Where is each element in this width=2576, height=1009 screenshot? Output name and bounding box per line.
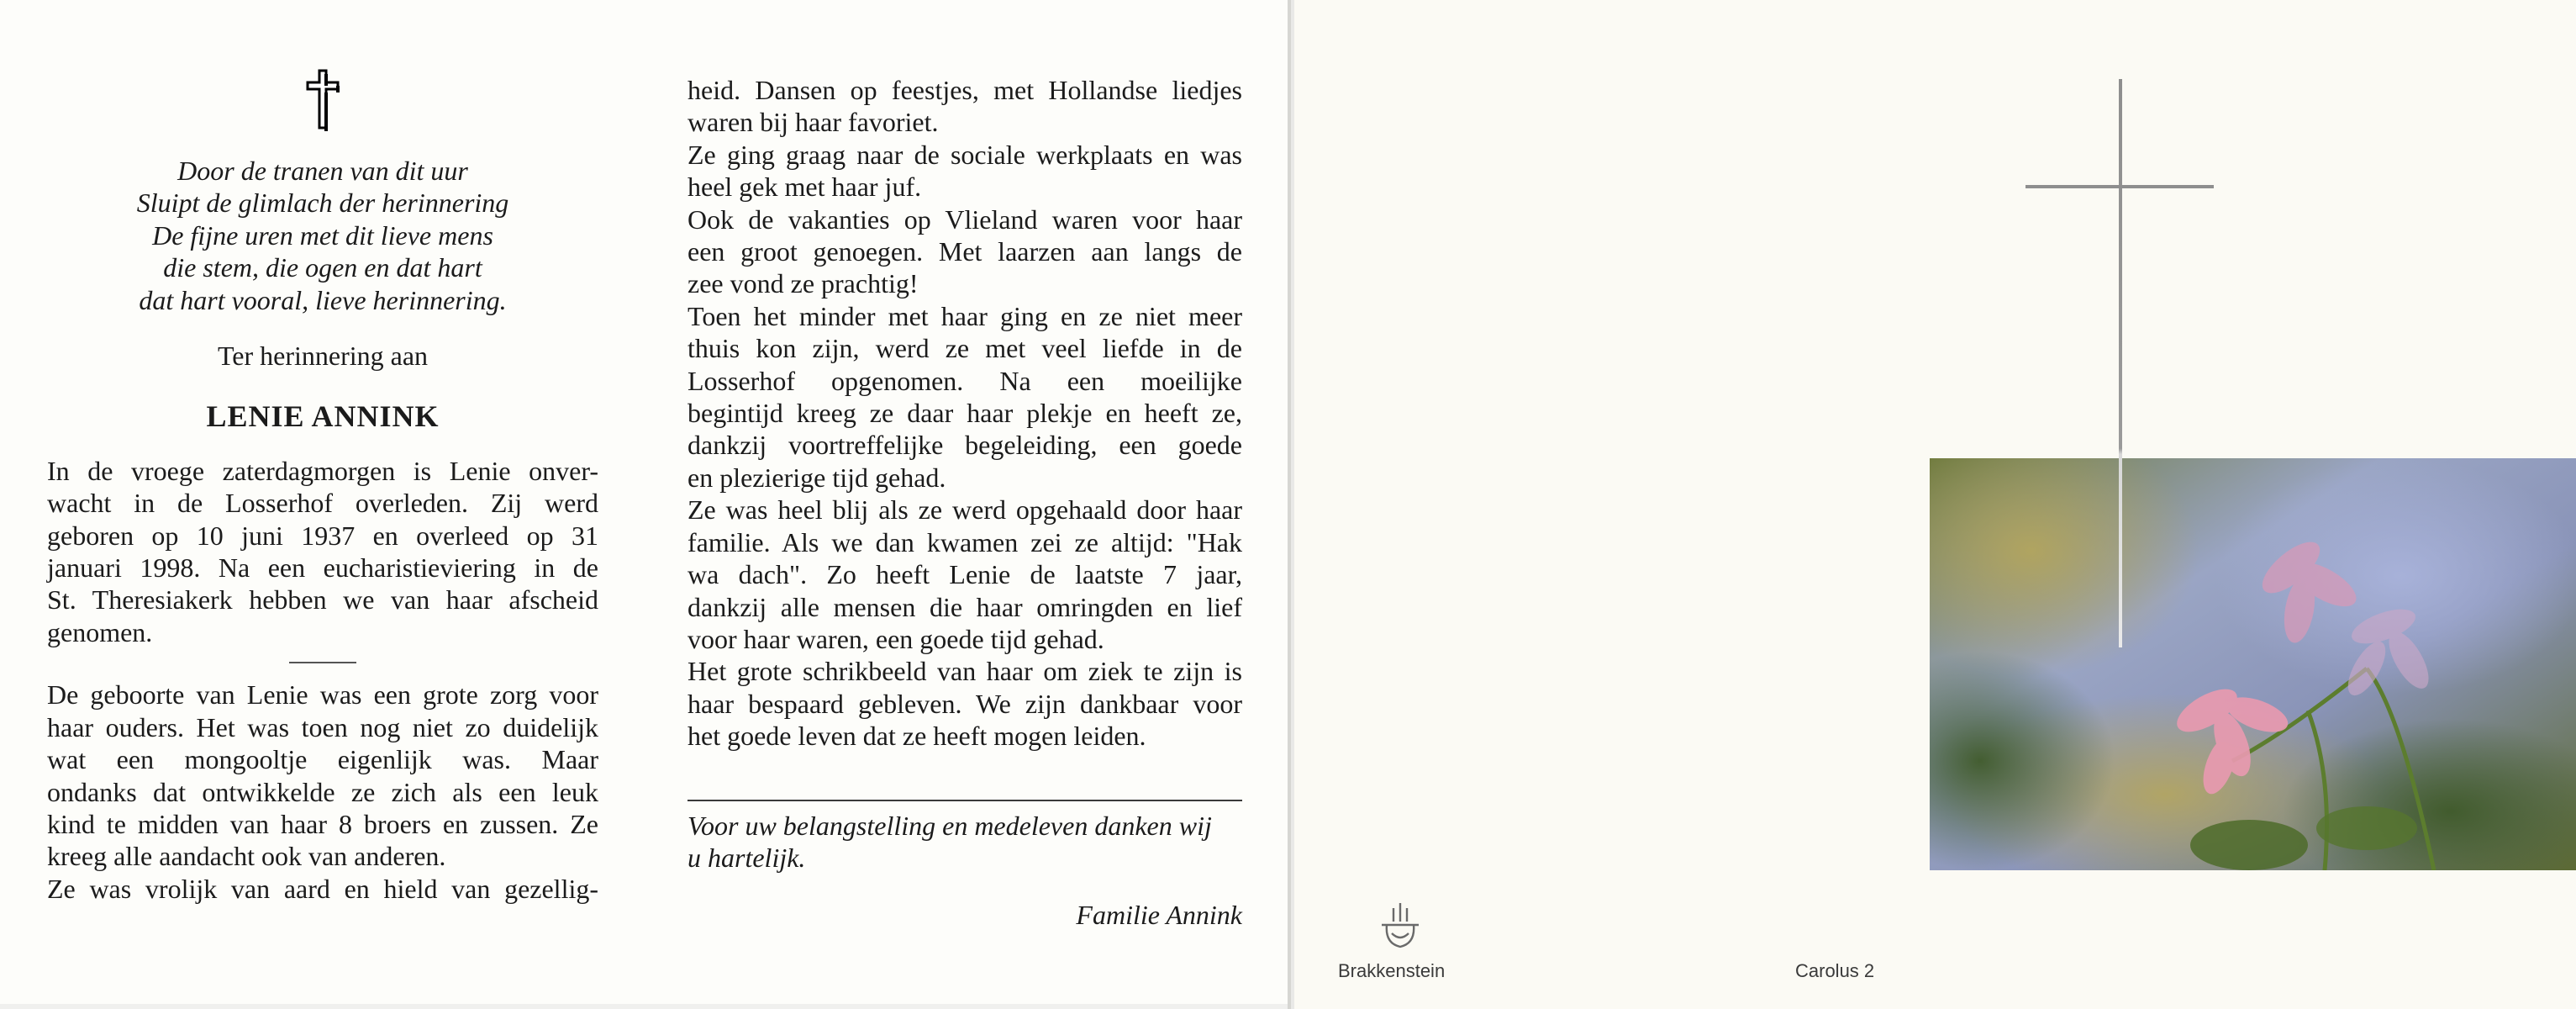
text-line: geboren op 10 juni 1937 en overleed op 31 bbox=[47, 520, 598, 551]
text-line: Ze was heel blij als ze werd opgehaald door haar bbox=[687, 494, 1242, 526]
cover-cross-vertical bbox=[2119, 79, 2122, 647]
memorial-poem bbox=[47, 155, 598, 316]
poem-line: De fijne uren met dit lieve mens bbox=[152, 219, 493, 251]
text-line: ondanks dat ontwikkelde ze zich als een leuk bbox=[47, 776, 598, 807]
text-line: familie. Als we dan kwamen zei ze altijd: "Hak bbox=[687, 526, 1242, 557]
text-line: heid. Dansen op feestjes, met Hollandse liedjes bbox=[687, 75, 1242, 105]
text-line: Losserhof opgenomen. Na een moeilijke bbox=[687, 365, 1242, 396]
text-line: kreeg alle aandacht ook van anderen. bbox=[47, 841, 446, 872]
poem-line: die stem, die ogen en dat hart bbox=[163, 252, 482, 283]
text-line: het goede leven dat ze heeft mogen leiden. bbox=[687, 721, 1146, 752]
text-line: een groot genoegen. Met laarzen aan langs de bbox=[687, 236, 1242, 267]
text-line: heel gek met haar juf. bbox=[687, 172, 922, 203]
text-line: Toen het minder met haar ging en ze niet meer bbox=[687, 300, 1242, 331]
text-line: haar bespaard gebleven. We zijn dankbaar voor bbox=[687, 688, 1242, 719]
text-line: Ze ging graag naar de sociale werkplaats en was bbox=[687, 139, 1242, 170]
text-line: dankzij voortreffelijke begeleiding, een goede bbox=[687, 430, 1242, 461]
thanks-note bbox=[687, 810, 1242, 874]
text-line: dankzij alle mensen die haar omringden en lief bbox=[687, 591, 1242, 622]
text-line: St. Theresiakerk hebben we van haar afscheid bbox=[47, 584, 598, 615]
text-line: Ook de vakanties op Vlieland waren voor haar bbox=[687, 203, 1242, 235]
text-line: wacht in de Losserhof overleden. Zij werd bbox=[47, 488, 598, 519]
text-line: Het grote schrikbeeld van haar om ziek te zijn is bbox=[687, 656, 1242, 687]
text-line: kind te midden van haar 8 broers en zussen. Ze bbox=[47, 808, 598, 839]
text-line: haar ouders. Het was toen nog niet zo duidelijk bbox=[47, 711, 598, 742]
publisher-logo-icon bbox=[1375, 900, 1425, 954]
text-line: en plezierige tijd gehad. bbox=[687, 462, 946, 493]
poem-line: Sluipt de glimlach der herinnering bbox=[136, 188, 509, 219]
text-line: Ze was vrolijk van aard en hield van gezellig- bbox=[47, 873, 598, 904]
text-line: Voor uw belangstelling en medeleven danken wij bbox=[687, 810, 1212, 841]
poem-line: dat hart vooral, lieve herinnering. bbox=[139, 284, 507, 315]
section-divider bbox=[289, 662, 356, 663]
card-model: Carolus 2 bbox=[1795, 960, 1875, 981]
publisher-name: Brakkenstein bbox=[1338, 960, 1446, 981]
biography-continued bbox=[687, 74, 1242, 753]
text-line: thuis kon zijn, werd ze met veel liefde in de bbox=[687, 333, 1242, 364]
flower-photo bbox=[1930, 458, 2576, 870]
closing-divider bbox=[687, 800, 1242, 801]
text-line: genomen. bbox=[47, 616, 153, 647]
text-line: zee vond ze prachtig! bbox=[687, 268, 919, 299]
text-line: De geboorte van Lenie was een grote zorg voor bbox=[47, 679, 598, 711]
obituary-paragraph bbox=[47, 455, 598, 648]
text-line: januari 1998. Na een eucharistieviering in de bbox=[47, 552, 598, 584]
cross-icon bbox=[303, 67, 343, 131]
text-line: begintijd kreeg ze daar haar plekje en heeft ze, bbox=[687, 398, 1242, 429]
text-line: waren bij haar favoriet. bbox=[687, 107, 939, 138]
text-line: wa dach". Zo heeft Lenie de laatste 7 jaar, bbox=[687, 559, 1242, 590]
text-line: u hartelijk. bbox=[687, 842, 806, 873]
poem-line: Door de tranen van dit uur bbox=[177, 156, 468, 186]
text-column-right bbox=[687, 74, 1242, 932]
text-line: voor haar waren, een goede tijd gehad. bbox=[687, 623, 1104, 654]
family-signature: Familie Annink bbox=[1076, 900, 1242, 931]
text-column-left bbox=[47, 67, 598, 905]
biography-paragraph bbox=[47, 679, 598, 905]
text-line: In de vroege zaterdagmorgen is Lenie onver- bbox=[47, 455, 598, 486]
text-line: wat een mongooltje eigenlijk was. Maar bbox=[47, 744, 598, 775]
cover-cross-horizontal bbox=[2026, 185, 2214, 188]
deceased-name: LENIE ANNINK bbox=[206, 399, 440, 434]
remembrance-intro: Ter herinnering aan bbox=[217, 341, 429, 372]
